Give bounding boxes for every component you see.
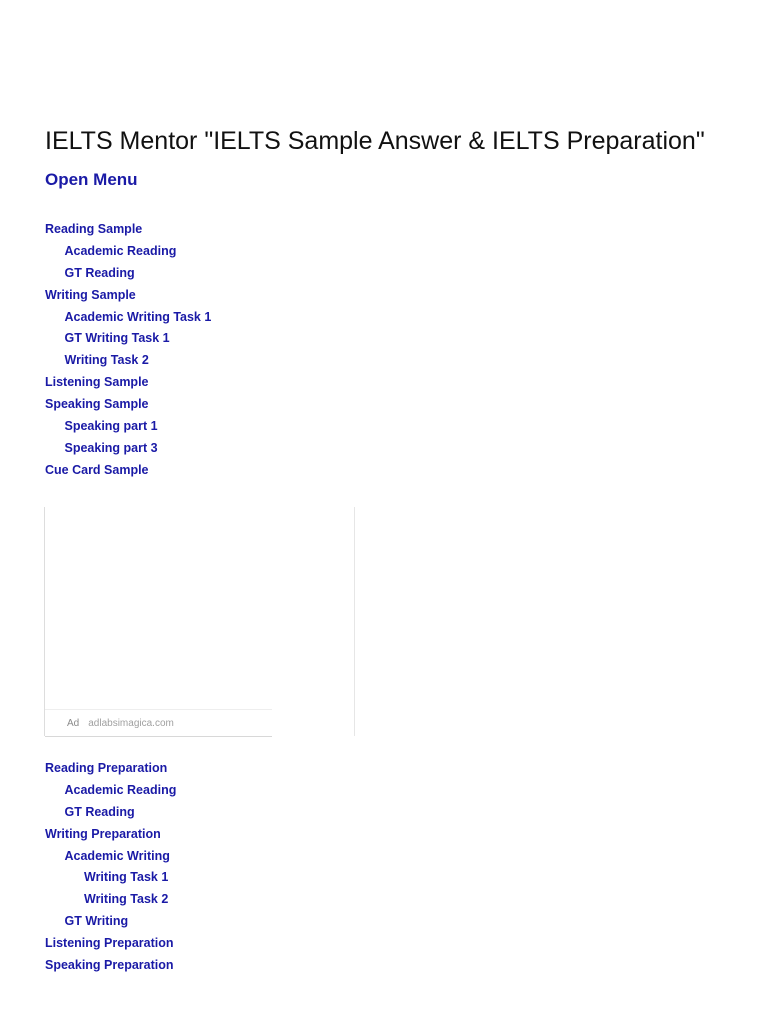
menu-item	[45, 933, 176, 955]
menu-item	[45, 263, 211, 285]
menu-item	[45, 219, 211, 241]
menu-item	[45, 394, 211, 416]
menu-item	[45, 955, 176, 977]
menu-link-speaking-part-3[interactable]: Speaking part 3	[64, 440, 158, 455]
menu-item	[45, 285, 211, 307]
menu-item	[45, 307, 211, 329]
menu-link-academic-writing-task-1[interactable]: Academic Writing Task 1	[64, 309, 212, 324]
menu-item	[45, 824, 176, 846]
menu-link-academic-reading[interactable]: Academic Reading	[64, 243, 177, 258]
ad-footer[interactable]	[45, 709, 272, 737]
menu-item	[45, 846, 176, 868]
menu-link-cue-card-sample[interactable]: Cue Card Sample	[45, 462, 149, 477]
menu-item	[45, 350, 211, 372]
menu-link-speaking-part-1[interactable]: Speaking part 1	[64, 419, 158, 434]
ad-label: Ad	[67, 717, 80, 729]
menu-item	[45, 372, 211, 394]
menu-item	[45, 416, 211, 438]
menu-item	[45, 241, 211, 263]
menu-link-prep-gt-writing[interactable]: GT Writing	[64, 914, 129, 929]
menu-item	[45, 438, 211, 460]
preparation-menu	[45, 758, 176, 977]
menu-link-prep-writing-task-2[interactable]: Writing Task 2	[84, 892, 169, 907]
menu-item	[45, 802, 176, 824]
menu-link-prep-writing-task-1[interactable]: Writing Task 1	[84, 870, 169, 885]
menu-link-writing-task-2[interactable]: Writing Task 2	[64, 353, 149, 368]
menu-link-prep-academic-reading[interactable]: Academic Reading	[64, 782, 177, 797]
menu-link-speaking-preparation[interactable]: Speaking Preparation	[45, 958, 174, 973]
menu-link-prep-gt-reading[interactable]: GT Reading	[64, 804, 135, 819]
menu-link-listening-sample[interactable]: Listening Sample	[45, 375, 149, 390]
menu-item	[45, 911, 176, 933]
menu-link-prep-academic-writing[interactable]: Academic Writing	[64, 848, 170, 863]
menu-item	[45, 328, 211, 350]
menu-link-speaking-sample[interactable]: Speaking Sample	[45, 397, 149, 412]
menu-item	[45, 867, 176, 889]
menu-item	[45, 758, 176, 780]
ad-container[interactable]	[44, 507, 355, 736]
menu-link-reading-preparation[interactable]: Reading Preparation	[45, 761, 168, 775]
menu-link-writing-sample[interactable]: Writing Sample	[45, 287, 136, 302]
menu-link-writing-preparation[interactable]: Writing Preparation	[45, 826, 161, 841]
ad-domain[interactable]: adlabsimagica.com	[88, 717, 174, 729]
menu-item	[45, 889, 176, 911]
sample-menu	[45, 219, 211, 482]
menu-link-gt-writing-task-1[interactable]: GT Writing Task 1	[64, 331, 170, 346]
menu-link-listening-preparation[interactable]: Listening Preparation	[45, 936, 174, 951]
menu-link-gt-reading[interactable]: GT Reading	[64, 265, 135, 280]
site-title: IELTS Mentor "IELTS Sample Answer & IELTS Preparation"	[45, 127, 705, 155]
menu-item	[45, 460, 211, 482]
menu-item	[45, 780, 176, 802]
menu-link-reading-sample[interactable]: Reading Sample	[45, 222, 143, 236]
open-menu-link[interactable]: Open Menu	[45, 170, 138, 189]
